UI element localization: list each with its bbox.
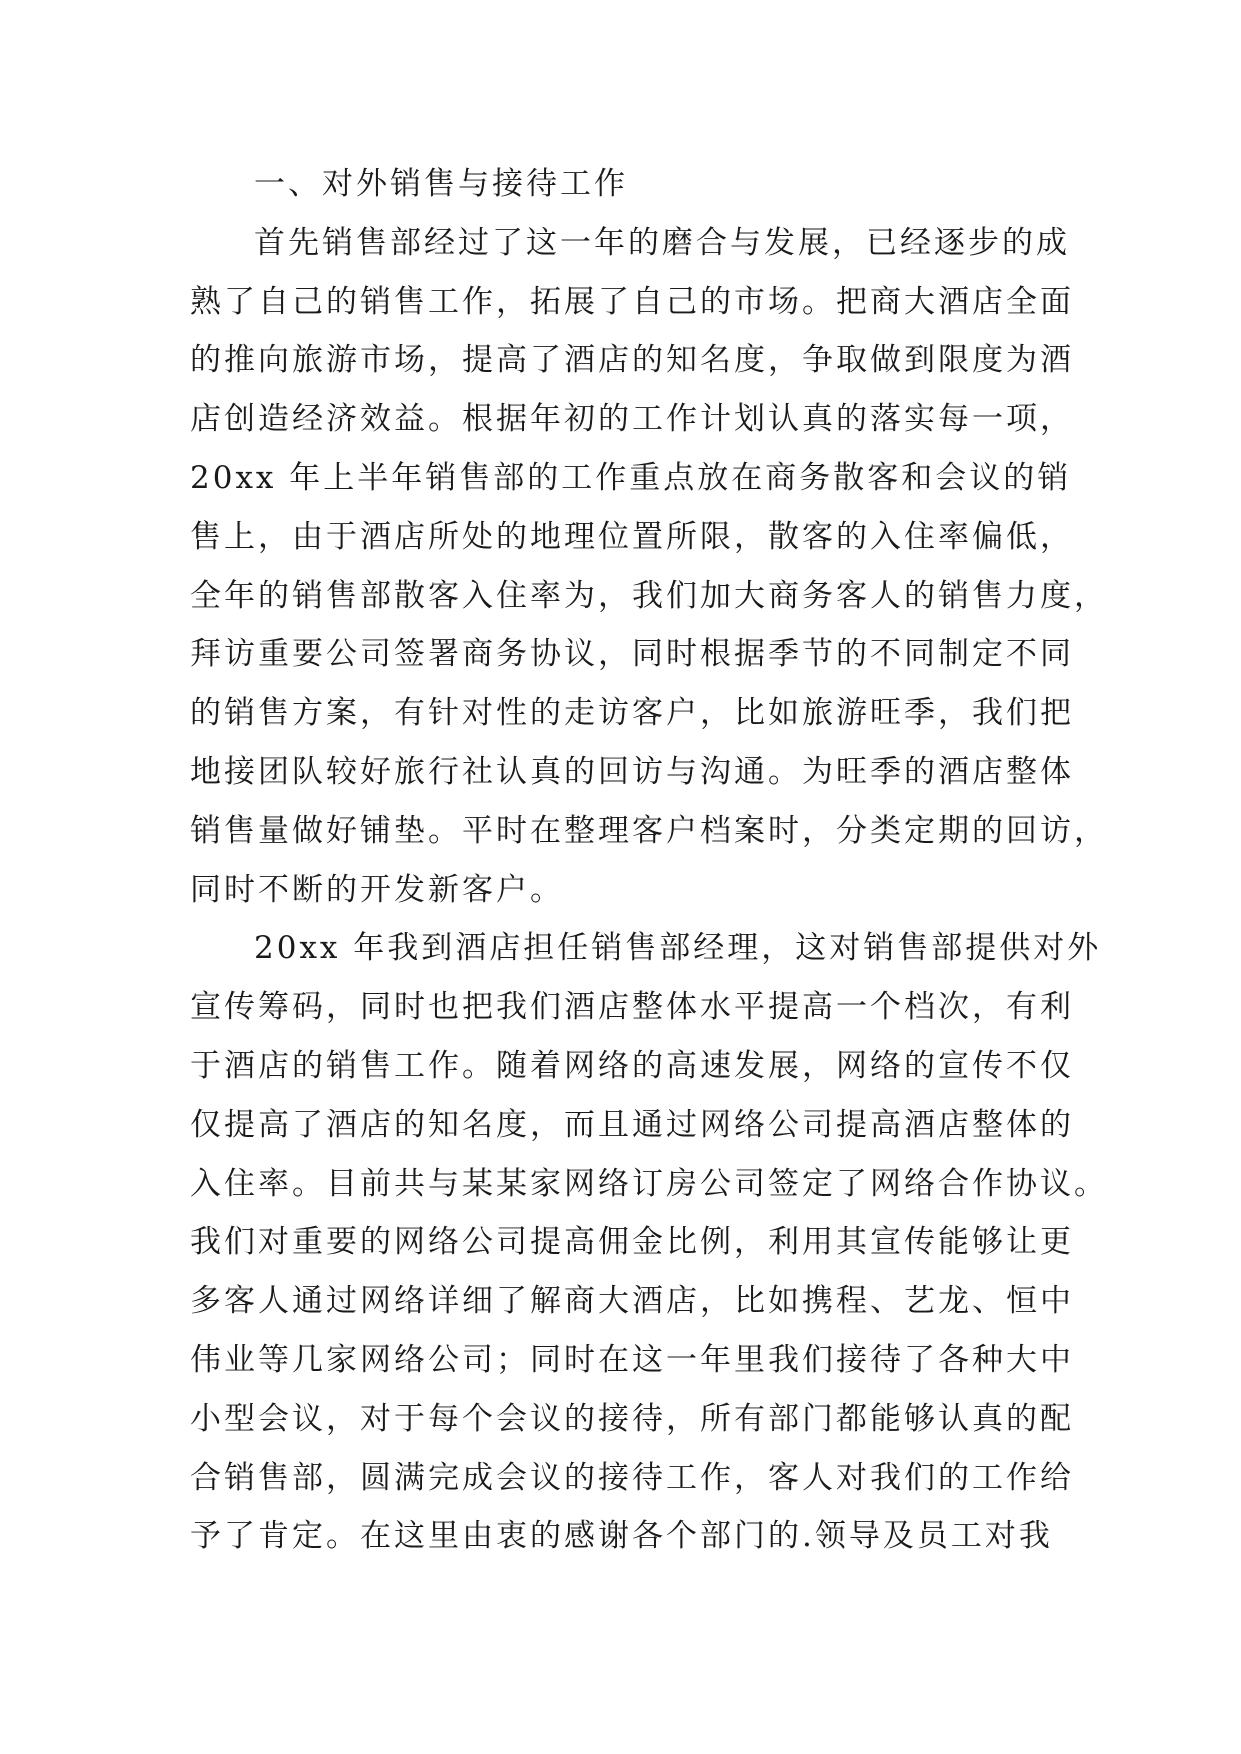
paragraph-line: 合销售部，圆满完成会议的接待工作，客人对我们的工作给 — [190, 1459, 1074, 1496]
paragraph-line: 店创造经济效益。根据年初的工作计划认真的落实每一项， — [190, 401, 1074, 438]
document-body — [190, 155, 1108, 1566]
paragraph-line: 我们对重要的网络公司提高佣金比例，利用其宣传能够让更 — [190, 1224, 1074, 1261]
paragraph-line: 销售量做好铺垫。平时在整理客户档案时，分类定期的回访， — [190, 812, 1108, 849]
paragraph-line: 入住率。目前共与某某家网络订房公司签定了网络合作协议。 — [190, 1165, 1108, 1202]
paragraph-line: 熟了自己的销售工作，拓展了自己的市场。把商大酒店全面 — [190, 283, 1074, 320]
paragraph-line: 售上，由于酒店所处的地理位置所限，散客的入住率偏低， — [190, 518, 1074, 555]
paragraph-line: 小型会议，对于每个会议的接待，所有部门都能够认真的配 — [190, 1400, 1074, 1437]
paragraph-line: 予了肯定。在这里由衷的感谢各个部门的.领导及员工对我 — [190, 1518, 1053, 1555]
paragraph-line: 的销售方案，有针对性的走访客户，比如旅游旺季，我们把 — [190, 695, 1074, 732]
paragraph-line: 宣传筹码，同时也把我们酒店整体水平提高一个档次，有利 — [190, 989, 1074, 1026]
paragraph-line: 的推向旅游市场，提高了酒店的知名度，争取做到限度为酒 — [190, 342, 1074, 379]
paragraph-2 — [190, 919, 1108, 1566]
paragraph-line: 伟业等几家网络公司；同时在这一年里我们接待了各种大中 — [190, 1341, 1074, 1378]
paragraph-line: 同时不断的开发新客户。 — [190, 871, 564, 908]
section-heading: 一、对外销售与接待工作 — [254, 166, 628, 202]
paragraph-line: 仅提高了酒店的知名度，而且通过网络公司提高酒店整体的 — [190, 1106, 1074, 1143]
paragraph-line: 全年的销售部散客入住率为，我们加大商务客人的销售力度， — [190, 577, 1108, 614]
paragraph-line: 地接团队较好旅行社认真的回访与沟通。为旺季的酒店整体 — [190, 753, 1074, 790]
paragraph-line: 首先销售部经过了这一年的磨合与发展，已经逐步的成 — [254, 224, 1070, 261]
paragraph-line: 拜访重要公司签署商务协议，同时根据季节的不同制定不同 — [190, 636, 1074, 673]
paragraph-line: 20xx 年我到酒店担任销售部经理，这对销售部提供对外 — [254, 930, 1102, 967]
paragraph-line: 20xx 年上半年销售部的工作重点放在商务散客和会议的销 — [190, 459, 1072, 496]
paragraph-line: 多客人通过网络详细了解商大酒店，比如携程、艺龙、恒中 — [190, 1283, 1074, 1320]
paragraph-line: 于酒店的销售工作。随着网络的高速发展，网络的宣传不仅 — [190, 1047, 1074, 1084]
paragraph-1 — [190, 214, 1108, 920]
